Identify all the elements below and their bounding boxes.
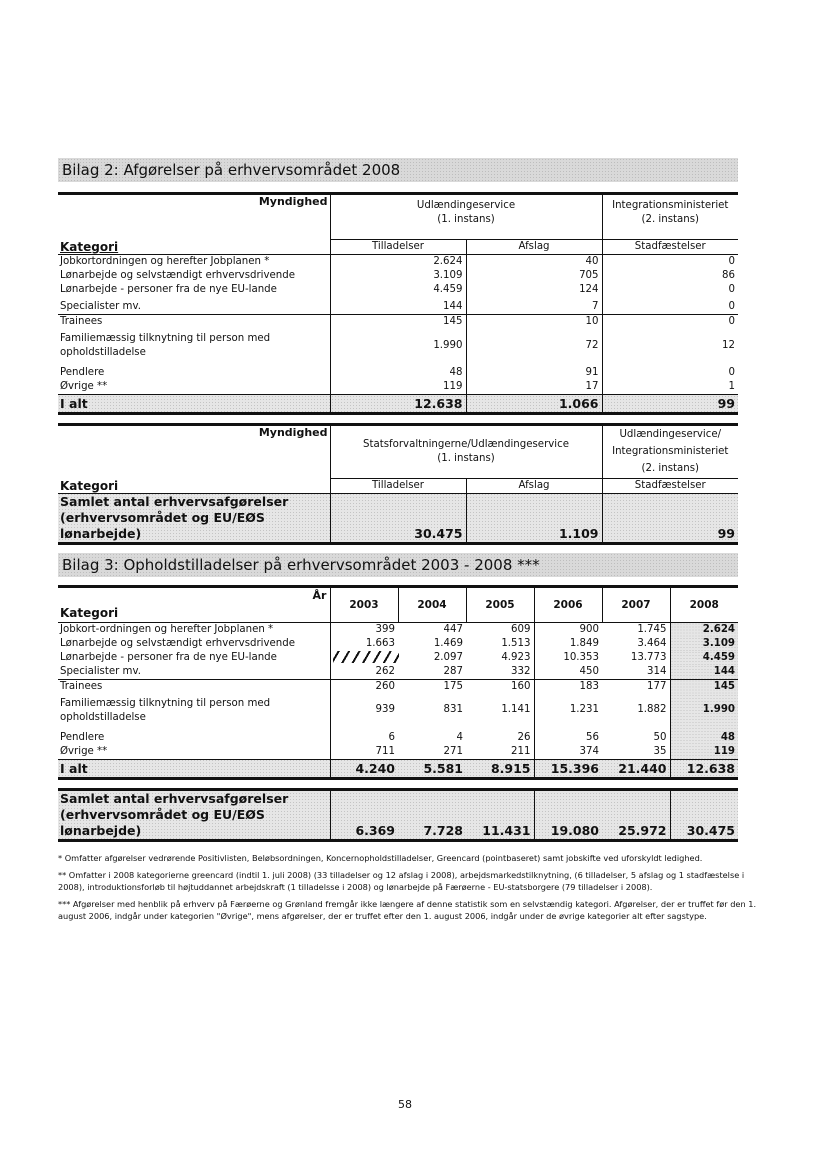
table-row: Øvrige ** 711 271 211 374 35 119 <box>58 745 738 760</box>
authority-instance: (1. instans) <box>437 452 495 464</box>
table-row: Trainees 260 175 160 183 177 145 <box>58 679 738 694</box>
col-afslag: Afslag <box>466 478 602 493</box>
table-row: Øvrige ** 119 17 1 <box>58 380 738 395</box>
table-row: Specialister mv. 144 7 0 <box>58 297 738 315</box>
kategori-label: Kategori <box>58 478 330 493</box>
authority-udlaendingeservice <box>330 194 602 240</box>
year-2008: 2008 <box>670 586 738 622</box>
table-row: Jobkortordningen og herefter Jobplanen * 2.624 40 0 <box>58 254 738 269</box>
kategori-label: Kategori <box>60 605 119 620</box>
total-row: I alt 12.638 1.066 99 <box>58 395 738 414</box>
authority-instance: (2. instans) <box>641 214 700 225</box>
col-afslag: Afslag <box>466 239 602 254</box>
hatch-pattern <box>333 651 399 663</box>
table-row: Lønarbejde - personer fra de nye EU-lande 2.097 4.923 10.353 13.773 4.459 <box>58 651 738 665</box>
bilag2-table1 <box>58 192 738 415</box>
col-stadfaestelser: Stadfæstelser <box>602 478 738 493</box>
table-row: Pendlere 48 91 0 <box>58 362 738 380</box>
footnotes <box>58 852 758 927</box>
authority-statsforvaltningerne <box>330 425 602 479</box>
footnote-2: ** Omfatter i 2008 kategorierne greencard (indtil 1. juli 2008) (33 tilladelser og 12 afslag i 2008), arbejdsmarkedstilknytning, (6 tilladelser, 5 afslag og 1 stadfæstelse i 2008), introduktionsforløb til højtuddannet arbejdskraft (1 tilladelsse i 2008) og lønarbejde på Færøerne - EU-statsborgere (79 tilladelser i 2008). <box>58 870 745 892</box>
page-content <box>58 158 738 842</box>
year-2006: 2006 <box>534 586 602 622</box>
bilag3-title: Bilag 3: Opholdstilladelser på erhvervsområdet 2003 - 2008 *** <box>58 553 738 577</box>
myndighed-label: Myndighed <box>58 194 330 240</box>
table-row: Pendlere 6 4 26 56 50 48 <box>58 727 738 745</box>
table-row: Lønarbejde - personer fra de nye EU-lande 4.459 124 0 <box>58 283 738 297</box>
footnote-3: *** Afgørelser med henblik på erhverv på Færøerne og Grønland fremgår ikke længere af denne statistik som en selvstændig kategori. Afgørelser, der er truffet før den 1. august 2006, indgår under kategorien "Øvrige", mens afgørelser, der er truffet efter den 1. august 2006, indgår under de øvrige kategorier alt efter sagstype. <box>58 899 757 921</box>
aar-label: År <box>312 588 327 602</box>
year-2005: 2005 <box>466 586 534 622</box>
table-row: Specialister mv. 262 287 332 450 314 144 <box>58 665 738 680</box>
year-2003: 2003 <box>330 586 398 622</box>
table-row: Familiemæssig tilknytning til person med opholdstilladelse 939 831 1.141 1.231 1.882 1.990 <box>58 694 738 727</box>
summary-row: Samlet antal erhvervsafgørelser (erhvervsområdet og EU/EØS lønarbejde) 30.475 1.109 99 <box>58 493 738 543</box>
bilag3-table <box>58 585 738 780</box>
bilag2-table2 <box>58 423 738 545</box>
col-stadfaestelser: Stadfæstelser <box>602 239 738 254</box>
header-corner <box>58 586 330 622</box>
table-row: Jobkort-ordningen og herefter Jobplanen * 399 447 609 900 1.745 2.624 <box>58 622 738 637</box>
authority-udlaendingeservice-integrationsministeriet: Udlændingeservice/ Integrationsministeriet (2. instans) <box>602 425 738 479</box>
table-row: Lønarbejde og selvstændigt erhvervsdrivende 3.109 705 86 <box>58 269 738 283</box>
authority-name: Udlændingeservice <box>416 200 516 211</box>
col-tilladelser: Tilladelser <box>330 478 466 493</box>
bilag2-title: Bilag 2: Afgørelser på erhvervsområdet 2008 <box>58 158 738 182</box>
authority-integrationsministeriet <box>602 194 738 240</box>
table-row: Familiemæssig tilknytning til person med opholdstilladelse 1.990 72 12 <box>58 329 738 362</box>
kategori-label: Kategori <box>58 239 330 254</box>
year-2004: 2004 <box>398 586 466 622</box>
year-2007: 2007 <box>602 586 670 622</box>
bilag3-summary-table <box>58 788 738 842</box>
table-row: Lønarbejde og selvstændigt erhvervsdrivende 1.663 1.469 1.513 1.849 3.464 3.109 <box>58 637 738 651</box>
footnote-1: * Omfatter afgørelser vedrørende Positivlisten, Beløbsordningen, Koncernopholdstilladelser, Greencard (pointbaseret) samt jobskifte ved uforskyldt ledighed. <box>58 853 703 863</box>
authority-name: Statsforvaltningerne/Udlændingeservice <box>363 438 569 450</box>
authority-name: Integrationsministeriet <box>612 200 729 211</box>
authority-instance: (1. instans) <box>437 214 495 225</box>
total-row: I alt 4.240 5.581 8.915 15.396 21.440 12.638 <box>58 759 738 778</box>
hatched-cell-2003 <box>330 651 398 665</box>
page-number: 58 <box>398 1098 412 1111</box>
col-tilladelser: Tilladelser <box>330 239 466 254</box>
myndighed-label: Myndighed <box>58 425 330 479</box>
summary-row: Samlet antal erhvervsafgørelser (erhvervsområdet og EU/EØS lønarbejde) 6.369 7.728 11.431 19.080 25.972 30.475 <box>58 789 738 840</box>
table-row: Trainees 145 10 0 <box>58 315 738 330</box>
